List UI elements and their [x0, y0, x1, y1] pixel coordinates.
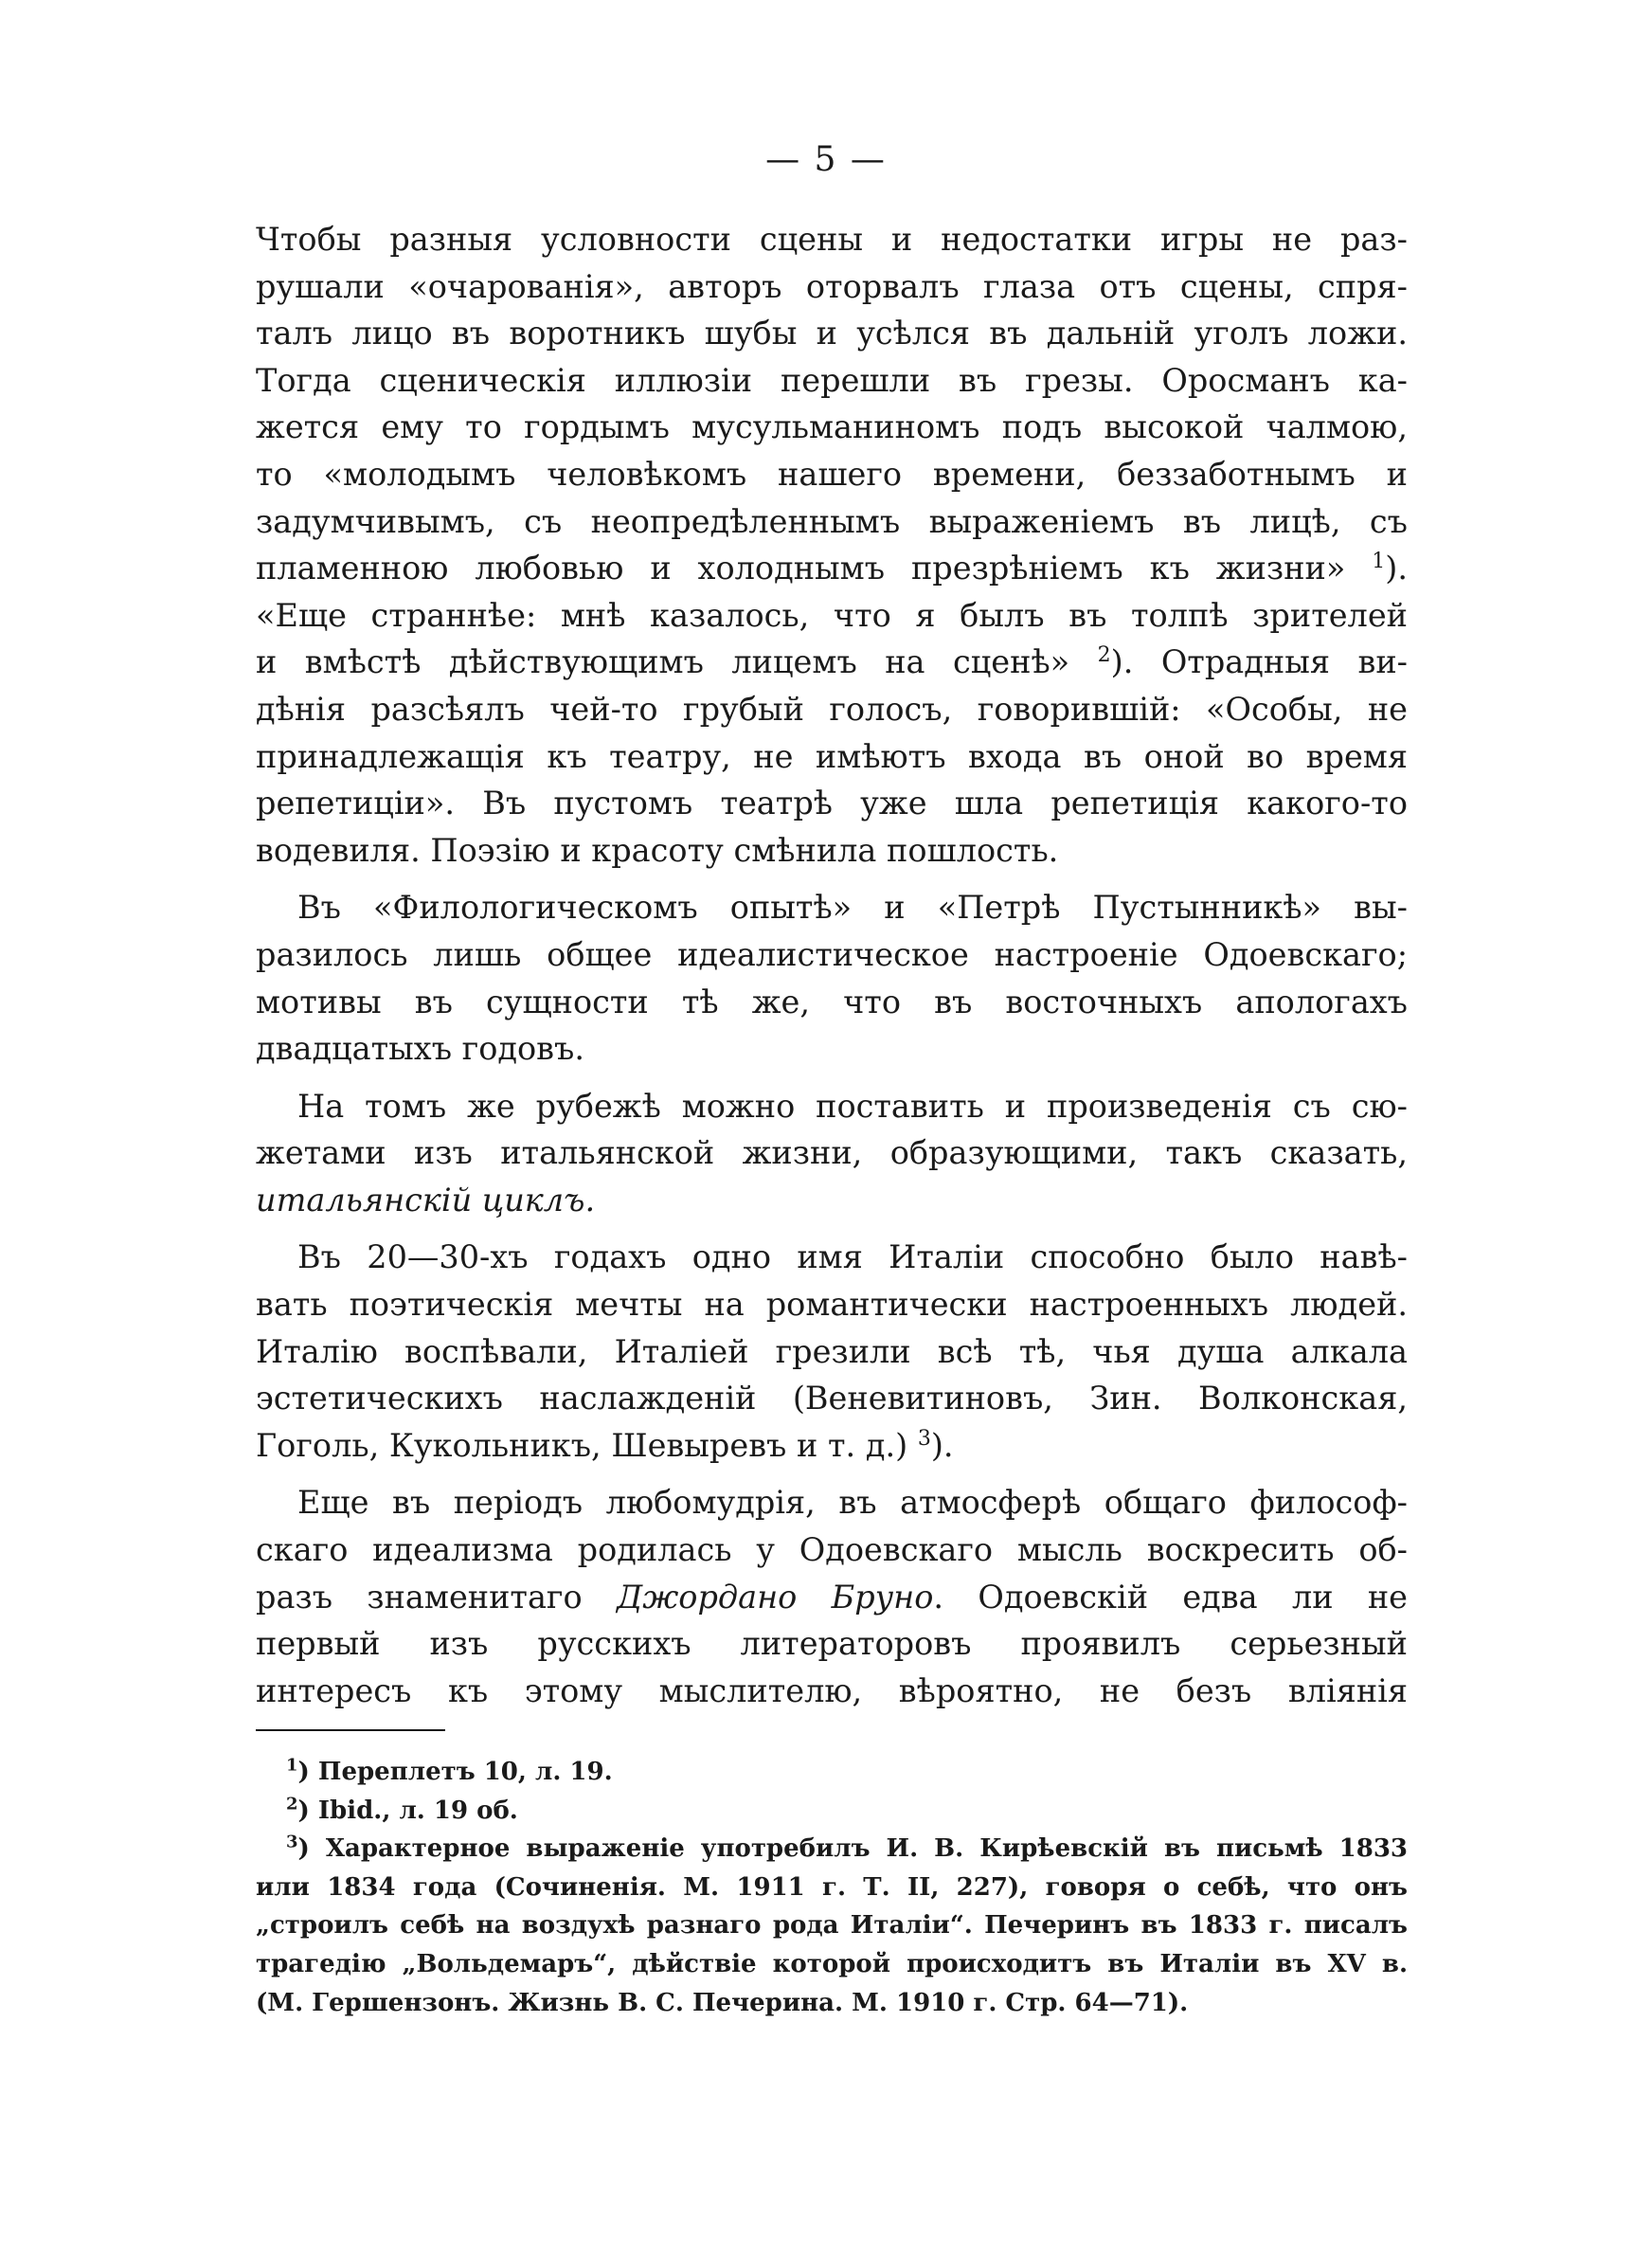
page-number: — 5 — [765, 140, 887, 179]
paragraph-4-line: вать поэтическія мечты на романтически настроенныхъ людей. [256, 1286, 1408, 1324]
footnote-marker: 1 [286, 1755, 298, 1776]
paragraph-1-line: водевиля. Поэзію и красоту смѣнила пошлость. [256, 831, 1059, 869]
footnote-3-line: трагедію „Вольдемаръ“, дѣйствіе которой происходитъ въ Италіи въ XV в. [256, 1949, 1408, 1978]
paragraph-2-line: мотивы въ сущности тѣ же, что въ восточныхъ апологахъ [256, 983, 1408, 1020]
footnote-3-line: (М. Гершензонъ. Жизнь В. С. Печерина. М. 1910 г. Стр. 64—71). [256, 1988, 1189, 2017]
line-text: разъ знаменитаго [256, 1578, 617, 1616]
paragraph-2-line: Въ «Филологическомъ опытѣ» и «Петрѣ Пустынникѣ» вы- [297, 889, 1408, 927]
paragraph-1-line: Чтобы разныя условности сцены и недостатки игры не раз- [256, 221, 1408, 258]
paragraph-5-line: первый изъ русскихъ литераторовъ проявилъ серьезный [256, 1625, 1408, 1663]
footnote-2 [256, 1792, 1408, 1831]
footnote-3-line: „строилъ себѣ на воздухѣ разнаго рода Италіи“. Печеринъ въ 1833 г. писалъ [256, 1911, 1408, 1941]
footnote-text: ) Переплетъ 10, л. 19. [297, 1758, 613, 1786]
paragraph-3-line: На томъ же рубежѣ можно поставить и произведенія съ сю- [297, 1087, 1408, 1125]
line-text: ). [1385, 550, 1408, 587]
footnote-ref-2: 2 [1097, 643, 1111, 668]
paragraph-gap [256, 874, 1408, 884]
paragraph-1-line: Тогда сценическія иллюзіи перешли въ грезы. Оросманъ ка- [256, 361, 1408, 399]
line-text: ). [930, 1426, 954, 1464]
paragraph-5-line: интересъ къ этому мыслителю, вѣроятно, не безъ вліянія [256, 1671, 1408, 1709]
footnote-3 [256, 1830, 1408, 1869]
footnote-text: ) Характерное выраженіе употребилъ И. В. Кирѣевскій въ письмѣ 1833 [297, 1834, 1408, 1864]
footnotes [256, 1753, 1408, 2022]
footnote-ref-1: 1 [1372, 550, 1386, 573]
paragraph-4-line [256, 1422, 1408, 1470]
footnote-marker: 3 [286, 1832, 298, 1852]
paragraph-1-line: задумчивымъ, съ неопредѣленнымъ выраженіемъ въ лицѣ, съ [256, 502, 1408, 540]
line-text: Гоголь, Кукольникъ, Шевыревъ и т. д.) [256, 1426, 918, 1464]
paragraph-1-line: то «молодымъ человѣкомъ нашего времени, беззаботнымъ и [256, 455, 1408, 493]
main-text [256, 216, 1408, 1714]
paragraph-gap [256, 1073, 1408, 1083]
footnote-text: ) Ibid., л. 19 об. [297, 1796, 518, 1825]
paragraph-2-line: двадцатыхъ годовъ. [256, 1030, 584, 1068]
line-text: ). Отрадныя ви- [1110, 643, 1408, 681]
paragraph-gap [256, 1223, 1408, 1234]
paragraph-1-line: репетиціи». Въ пустомъ театрѣ уже шла репетиція какого-то [256, 785, 1408, 822]
line-text: пламенною любовью и холоднымъ презрѣніемъ къ жизни» [256, 550, 1373, 587]
paragraph-2-line: разилось лишь общее идеалистическое настроеніе Одоевскаго; [256, 935, 1408, 973]
paragraph-1-line: дѣнія разсѣялъ чей-то грубый голосъ, говорившій: «Особы, не [256, 690, 1408, 728]
footnote-3-line: или 1834 года (Сочиненія. М. 1911 г. Т. II, 227), говоря о себѣ, что онъ [256, 1872, 1408, 1902]
footnote-1 [256, 1753, 1408, 1792]
paragraph-1-line: талъ лицо въ воротникъ шубы и усѣлся въ дальній уголъ ложи. [256, 315, 1408, 352]
footnote-divider [256, 1729, 445, 1731]
paragraph-1-line: рушали «очарованія», авторъ оторвалъ глаза отъ сцены, спря- [256, 267, 1408, 305]
paragraph-1-line [256, 639, 1408, 686]
paragraph-4-line: Въ 20—30-хъ годахъ одно имя Италіи способно было навѣ- [297, 1238, 1408, 1276]
footnote-marker: 2 [286, 1793, 298, 1814]
paragraph-1-line: «Еще страннѣе: мнѣ казалось, что я былъ въ толпѣ зрителей [256, 596, 1408, 634]
italic-name: Джордано Бруно [616, 1578, 934, 1616]
paragraph-5-line: Еще въ періодъ любомудрія, въ атмосферѣ общаго философ- [297, 1484, 1408, 1522]
paragraph-3-line: итальянскій циклъ. [256, 1181, 596, 1219]
paragraph-4-line: Италію воспѣвали, Италіей грезили всѣ тѣ, чья душа алкала [256, 1332, 1408, 1370]
paragraph-gap [256, 1469, 1408, 1479]
line-text: и вмѣстѣ дѣйствующимъ лицемъ на сценѣ» [256, 643, 1098, 681]
paragraph-1-line: жется ему то гордымъ мусульманиномъ подъ высокой чалмою, [256, 408, 1408, 446]
footnote-ref-3: 3 [917, 1426, 931, 1451]
paragraph-1-line: принадлежащія къ театру, не имѣютъ входа въ оной во время [256, 737, 1408, 775]
paragraph-3-line: жетами изъ итальянской жизни, образующими, такъ сказать, [256, 1134, 1408, 1172]
paragraph-1-line [256, 545, 1408, 592]
paragraph-5-line [256, 1574, 1408, 1621]
line-text: . Одоевскій едва ли не [933, 1578, 1409, 1616]
paragraph-5-line: скаго идеализма родилась у Одоевскаго мысль воскресить об- [256, 1531, 1408, 1569]
paragraph-4-line: эстетическихъ наслажденій (Веневитиновъ, Зин. Волконская, [256, 1380, 1408, 1417]
